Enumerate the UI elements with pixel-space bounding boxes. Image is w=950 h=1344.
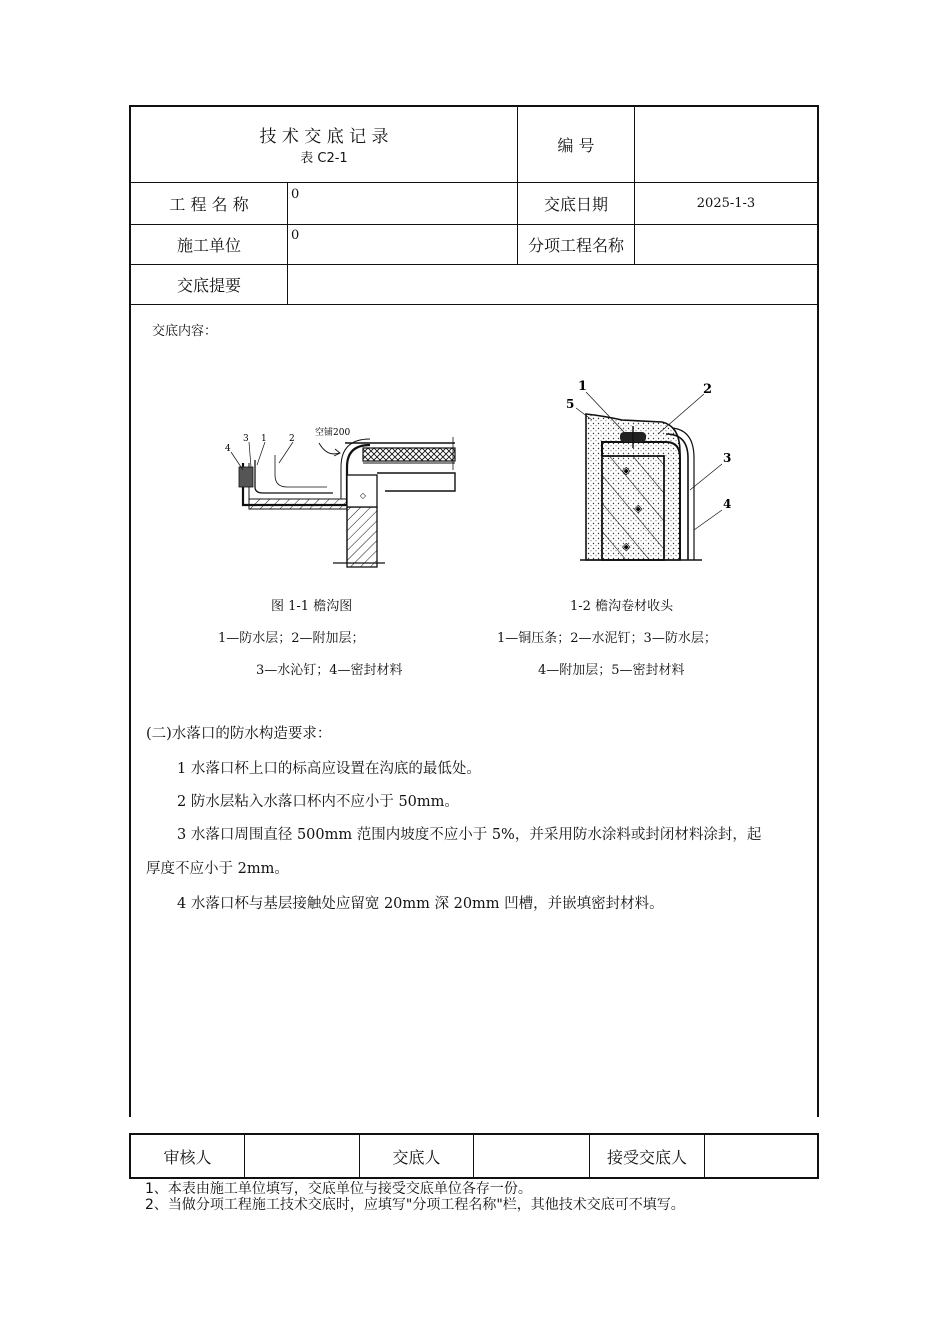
summary-label: 交底提要 <box>176 276 241 295</box>
figure1-legend-line1: 1—防水层；2—附加层； <box>218 631 365 646</box>
figure1-caption: 图 1-1 檐沟图 <box>271 599 353 614</box>
figure2-callout-4: 4 <box>723 497 732 511</box>
requirement-item-3-cont: 厚度不应小于 2mm。 <box>146 861 289 877</box>
requirement-item-2: 2 防水层粘入水落口杯内不应小于 50mm。 <box>177 794 459 810</box>
summary-field[interactable] <box>288 265 817 304</box>
construction-unit-field[interactable]: 0 <box>291 228 300 243</box>
construction-unit-label: 施工单位 <box>176 236 241 255</box>
gutter-diagram-figure <box>215 415 465 575</box>
figure1-legend-line2: 3—水沁钉；4—密封材料 <box>256 663 403 678</box>
figure1-callout-3: 3 <box>243 434 249 444</box>
figure2-caption: 1-2 檐沟卷材收头 <box>570 599 674 614</box>
receiver-label: 接受交底人 <box>606 1147 687 1167</box>
footnote-1: 1、本表由施工单位填写，交底单位与接受交底单位各存一份。 <box>145 1181 532 1197</box>
section-title: (二)水落口的防水构造要求： <box>146 726 332 742</box>
svg-text:◈: ◈ <box>622 464 631 477</box>
figure1-annotation: 空铺200 <box>315 428 351 438</box>
requirement-item-4: 4 水落口杯与基层接触处应留宽 20mm 深 20mm 凹槽，并嵌填密封材料。 <box>177 896 664 912</box>
form-border-right <box>817 105 819 1117</box>
figure2-callout-5: 5 <box>566 397 575 411</box>
row-divider <box>129 304 819 305</box>
subproject-name-field[interactable] <box>635 225 817 264</box>
figure2-callout-1: 1 <box>578 379 588 394</box>
date-field[interactable]: 2025-1-3 <box>696 196 756 211</box>
project-name-label: 工 程 名 称 <box>169 195 249 214</box>
discloser-label: 交底人 <box>392 1147 441 1167</box>
sig-border-bottom <box>129 1177 819 1179</box>
number-label: 编 号 <box>557 136 595 155</box>
svg-text:◈: ◈ <box>634 502 643 515</box>
receiver-field[interactable] <box>705 1135 817 1177</box>
figure2-callout-2: 2 <box>703 382 713 397</box>
form-title: 技 术 交 底 记 录 <box>259 127 389 147</box>
figure2-legend-line1: 1—铜压条；2—水泥钉；3—防水层； <box>497 631 717 646</box>
reviewer-field[interactable] <box>245 1135 359 1177</box>
reviewer-label: 审核人 <box>163 1147 212 1167</box>
footnote-2: 2、当做分项工程施工技术交底时，应填写"分项工程名称"栏，其他技术交底可不填写。 <box>145 1197 685 1213</box>
figure2-legend-line2: 4—附加层；5—密封材料 <box>538 663 685 678</box>
requirement-item-1: 1 水落口杯上口的标高应设置在沟底的最低处。 <box>177 761 481 777</box>
gutter-termination-figure <box>562 372 752 572</box>
form-code: 表 C2-1 <box>300 151 348 166</box>
requirement-item-3: 3 水落口周围直径 500mm 范围内坡度不应小于 5%，并采用防水涂料或封闭材料涂封，起 <box>177 827 762 843</box>
figure2-callout-3: 3 <box>723 451 732 465</box>
content-label: 交底内容： <box>152 324 218 339</box>
number-field[interactable] <box>635 107 817 182</box>
figure1-callout-2: 2 <box>289 434 295 444</box>
figure1-callout-4: 4 <box>225 444 231 454</box>
svg-text:◇: ◇ <box>359 491 367 500</box>
sig-border-right <box>817 1133 819 1179</box>
date-label: 交底日期 <box>543 195 608 214</box>
subproject-name-label: 分项工程名称 <box>527 236 624 255</box>
svg-text:◈: ◈ <box>622 540 631 553</box>
discloser-field[interactable] <box>474 1135 589 1177</box>
figure1-callout-1: 1 <box>261 434 267 444</box>
project-name-field[interactable]: 0 <box>291 187 300 202</box>
